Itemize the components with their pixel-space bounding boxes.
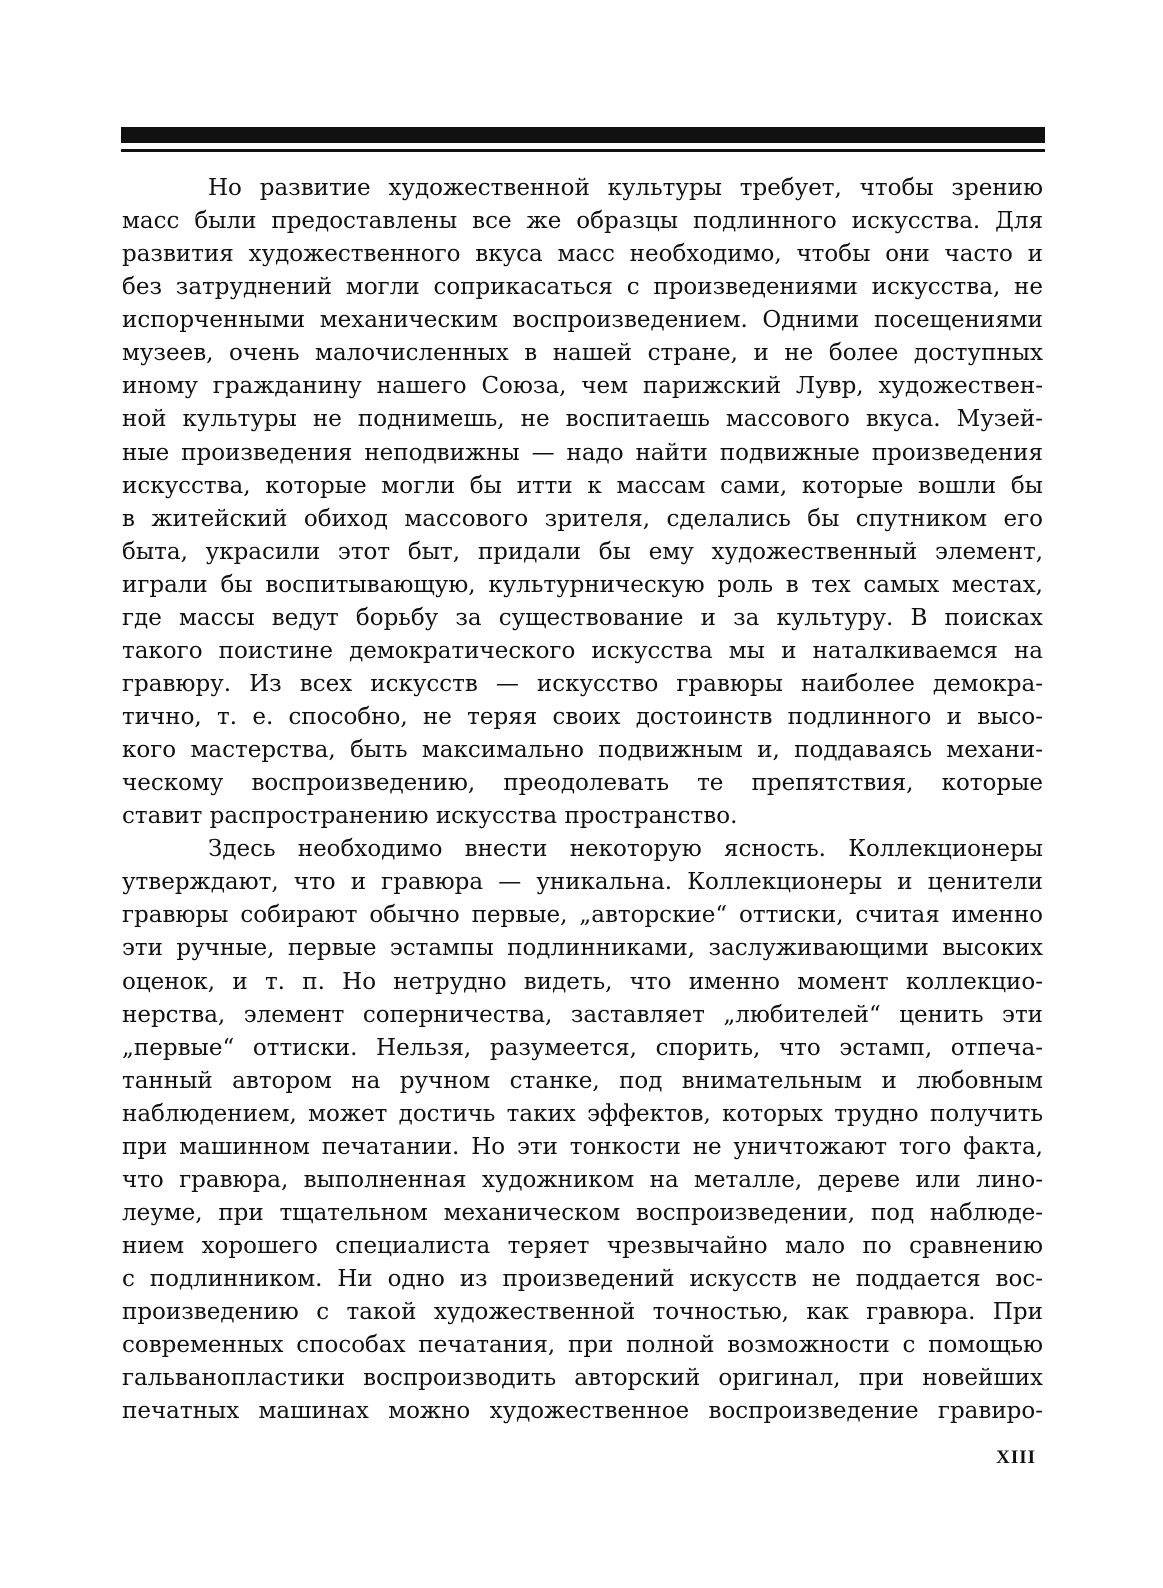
text-line: быта, украсили этот быт, придали бы ему художественный элемент, <box>122 538 1043 565</box>
page-number: XIII <box>996 1447 1036 1468</box>
header-rule-thin <box>121 149 1045 152</box>
text-line: нием хорошего специалиста теряет чрезвычайно мало по сравнению <box>122 1233 1043 1259</box>
text-line: гравюры собирают обычно первые, „авторские“ оттиски, считая именно <box>122 902 1043 929</box>
text-line: Здесь необходимо внести некоторую ясность. Коллекционеры <box>208 836 1043 863</box>
text-line: леуме, при тщательном механическом воспроизведении, под наблюде- <box>122 1199 1043 1226</box>
text-line: кого мастерства, быть максимально подвижным и, поддаваясь механи- <box>122 737 1043 764</box>
text-line: современных способах печатания, при полной возможности с помощью <box>122 1332 1043 1359</box>
text-line: такого поистине демократического искусства мы и наталкиваемся на <box>122 637 1043 664</box>
text-line: ставит распространению искусства пространство. <box>122 803 738 830</box>
text-line: иному гражданину нашего Союза, чем парижский Лувр, художествен- <box>122 373 1043 400</box>
text-line: испорченными механическим воспроизведением. Одними посещениями <box>122 307 1043 334</box>
text-line: утверждают, что и гравюра — уникальна. Коллекционеры и ценители <box>122 869 1043 896</box>
text-line: при машинном печатании. Но эти тонкости не уничтожают того факта, <box>122 1133 1043 1160</box>
text-line: гравюру. Из всех искусств — искусство гравюры наиболее демокра- <box>122 670 1043 697</box>
text-line: гальванопластики воспроизводить авторский оригинал, при новейших <box>122 1365 1043 1392</box>
text-line: играли бы воспитывающую, культурническую роль в тех самых местах, <box>122 571 1043 598</box>
text-line: ной культуры не поднимешь, не воспитаешь массового вкуса. Музей- <box>122 406 1043 433</box>
text-line: произведению с такой художественной точностью, как гравюра. При <box>122 1299 1043 1326</box>
paragraph-2 <box>122 833 1043 1428</box>
text-line: танный автором на ручном станке, под внимательным и любовным <box>122 1067 1043 1094</box>
text-line: Но развитие художественной культуры требует, чтобы зрению <box>208 175 1043 201</box>
text-line: печатных машинах можно художественное воспроизведение гравиро- <box>122 1398 1043 1425</box>
text-line: оценок, и т. п. Но нетрудно видеть, что именно момент коллекцио- <box>122 968 1043 995</box>
text-line: эти ручные, первые эстампы подлинниками, заслуживающими высоких <box>122 935 1043 962</box>
paragraph-1 <box>122 172 1043 833</box>
text-line: где массы ведут борьбу за существование и за культуру. В поисках <box>122 604 1043 631</box>
body-text <box>122 172 1043 1428</box>
text-line: наблюдением, может достичь таких эффектов, которых трудно получить <box>122 1100 1043 1127</box>
text-line: музеев, очень малочисленных в нашей стране, и не более доступных <box>122 340 1043 367</box>
text-line: нерства, элемент соперничества, заставляет „любителей“ ценить эти <box>122 1001 1043 1028</box>
text-line: с подлинником. Ни одно из произведений искусств не поддается вос- <box>122 1266 1043 1293</box>
text-line: масс были предоставлены все же образцы подлинного искусства. Для <box>122 208 1043 235</box>
text-line: развития художественного вкуса масс необходимо, чтобы они часто и <box>122 241 1043 268</box>
text-line: ческому воспроизведению, преодолевать те препятствия, которые <box>122 770 1043 797</box>
header-rule-thick <box>121 127 1045 143</box>
text-line: искусства, которые могли бы итти к массам сами, которые вошли бы <box>122 472 1043 499</box>
text-line: без затруднений могли соприкасаться с произведениями искусства, не <box>122 274 1043 301</box>
text-line: „первые“ оттиски. Нельзя, разумеется, спорить, что эстамп, отпеча- <box>122 1034 1043 1061</box>
text-line: ные произведения неподвижны — надо найти подвижные произведения <box>122 439 1043 466</box>
text-line: тично, т. е. способно, не теряя своих достоинств подлинного и высо- <box>122 704 1043 730</box>
text-line: что гравюра, выполненная художником на металле, дереве или лино- <box>122 1166 1043 1193</box>
text-line: в житейский обиход массового зрителя, сделались бы спутником его <box>122 505 1043 532</box>
